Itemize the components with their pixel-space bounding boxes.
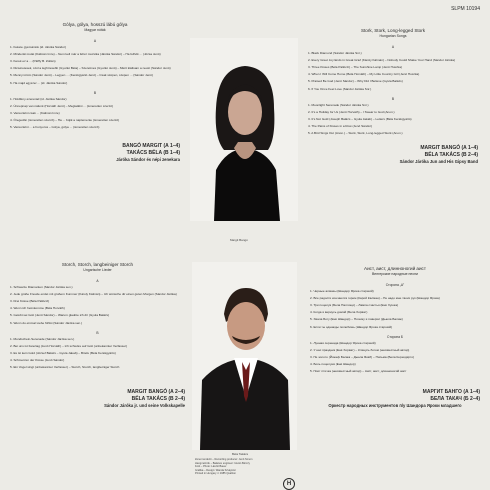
hungarian-side-a-label: A [93,39,97,43]
english-tracks-b [308,103,478,135]
russian-credit-3: Оркестр народных инструментов п/у Шандора Яроки младшего [328,403,462,409]
track-item: 5. Mennyi öröm (Sándor Jenő) – Legyen ... (Kerékgyártó Jenő) – Csak szépen, szépen ... (Sándor Jenő) [10,73,153,78]
track-item: 3. Не золото (Йожеф Балаж – Дьюла Якаб) – Письма (Бела Керекдярто) [310,354,415,359]
track-item: 5. Praised Be God (Jenő Sándor) – Why Did I Believe (Gyula Balázs) [308,79,403,84]
track-item: 3. Vacsorázni csak ... (Kálmán Imre) [10,110,60,115]
track-item: 3. Kerek ez a ... (Pálffy B. Zoltán) [10,59,56,64]
track-item: 4. Когда я вернусь домой (Бела Хорват) [310,310,368,315]
track-item: 1. Schwarze Diamanten (Sándor Járóka sen.) [10,285,73,290]
russian-title: Аист, аист, длинноногий аист [364,266,426,271]
track-item: 3. It's Not Gold (Joseph Balázs – Gyula Jakab) – Letters (Béla Kerékgyártó) [308,116,412,121]
track-item: 1. Лунная серенада (Шандор Ярока старший) [310,340,376,345]
track-item: 4. Öregedőn (ismeretlen szerző) – Ha ... bújik a naplemente (ismeretlen szerző) [10,118,120,123]
russian-side-a-label: Сторона „A" [385,283,405,287]
track-item: 1. Moonlight Serenade (Sándor Járóka Snr.) [308,102,369,107]
track-item: 1. Holdfény-szerenád (id. Járóka Sándor) [10,96,67,101]
track-item: 5. A Bird Sings Out (Anon.) – Stork, Stork, Long-legged Stork (Anon.) [308,131,403,136]
track-item: 6. Wenn du einmal Liebe fühlst (Sándor Járóka sen.) [10,320,83,325]
credit-line: Hangmérnök – Balance engineer: István Bérczy [195,461,250,465]
photo-caption-margit: Margit Bangó [230,238,248,242]
hungarian-tracks-a [10,45,180,85]
track-item: 5. Поёт птичка (неизвестный автор) – Аист, аист, длинноногий аист [310,369,407,374]
german-tracks-a [10,285,185,325]
track-item: 3. Три поцелуя (Бела Паллоци) – Лампа счастья (Енё Хушка) [310,303,399,308]
track-item: 5. Vacsorázni ... a hunyoros – Gólya, gólya ... (ismeretlen szerző) [10,125,100,130]
track-item: 4. Wenn ich heimkomme (Béla Horváth) [10,306,65,311]
track-item: 4. Dicséretesek, szól a leghíresebb (Gyurkó Béla) – Szerelmes (Gyurkó Jenő) – Miért kiáltsam a nevét (Sándor Jenő) [10,66,171,71]
russian-section [310,266,480,409]
track-item: 2. It's a Holiday for Us (Jenő Horváth) – I Swear to God (Anon.) [308,109,395,114]
track-item: 6. Ha majd egyszer ... (id. Járóka Sándor) [10,80,68,85]
track-item: 1. Black Diamond (Sándor Járóka Snr.) [308,51,362,56]
track-item: 4. Боль поцелуев (Енё Шандор) [310,362,356,367]
german-title: Storch, Storch, langbeiniger Storch [61,262,134,267]
track-item: 2. Bei uns ist Feiertag (Jenő Horváth) – Ich schwöre auf Gott (unbekannter Verfasser) [10,343,128,348]
track-item: 2. Ünnepnap van nálunk (Horváth Jenő) – Megtalálni ... (ismeretlen szerző) [10,103,114,108]
german-tracks-b [10,337,185,369]
credit-line: Grafika – Design: Wanda Szváytzer [195,468,236,472]
russian-subtitle: Венгерские народные песни [371,272,419,276]
hungarian-credit-3: Járóka Sándor és népi zenekara [116,157,180,163]
hungarian-side-b-label: B [93,90,97,95]
photo-margit-bango [190,38,298,221]
track-item: 3. Es ist kein Gold (József Balázs – Gyula Jakab) – Briefe (Béla Kerékgyártó) [10,350,116,355]
track-item: 1. Fekete gyémántok (id. Járóka Sándor) [10,45,67,50]
russian-side-b-label: Сторона Б [386,334,404,339]
qualiton-logo-icon: H [283,478,295,490]
hungarian-title: Gólya, gólya, hosszú lábú gólya [62,22,128,27]
english-subtitle: Hungarian Songs [379,34,407,38]
german-section [10,262,185,409]
english-side-a-label: A [391,45,395,49]
track-item: 2. Все радости кончаются горем (Карой Калман) – Не надо мне твоих рук (Шандор Ярока) [310,296,440,301]
german-credit-1: MARGIT BANGÓ (A 2–4) [127,389,185,396]
track-item: 5. Ein Vogel singt (unbekannter Verfasser) – Storch, Storch, langbeiniger Storch [10,365,120,370]
credit-line: Zenei rendező – Recording producer: Jenő Simon [195,458,253,461]
english-credit-1: MARGIT BANGÓ (A 1–4) [420,145,478,152]
russian-tracks-a [310,289,480,329]
russian-credit-1: МАРГИТ БАНГО (А 1–4) [422,389,480,396]
track-item: 2. У нас праздник (Енё Хорват) – Клянусь богом (неизвестный автор) [310,347,410,352]
track-item: 1. Черные алмазы (Шандор Ярока старший) [310,289,374,294]
german-side-a-label: A [96,279,99,283]
track-item: 3. Three Kisses (Béla Pallóczi) – The Sunshine Lamp (Jenő Huszka) [308,65,402,70]
russian-tracks-b [310,341,480,373]
english-credit-2: BÉLA TAKÁCS (B 2–4) [424,152,478,159]
credit-line: Fotó – Photo: László Bauer [195,465,227,469]
english-tracks-a [308,51,478,91]
german-credit-3: Sándor Járóka jr. und seine Volkskapelle [104,403,185,409]
photo-bela-takacs [192,262,297,450]
portrait-man-icon [192,262,297,450]
english-credit-3: Sándor Járóka Jun and His Gipsy Band [399,159,478,165]
german-credit-2: BÉLA TAKÁCS (B 2–4) [131,396,185,403]
track-item: 5. Хвала Богу (Енё Шандор) – Почему я поверил (Дьюла Балаж) [310,317,403,322]
german-subtitle: Ungarische Lieder [83,268,112,272]
production-credits [195,458,305,476]
hungarian-credit-1: BANGÓ MARGIT (A 1–4) [122,143,180,150]
portrait-woman-icon [190,38,298,221]
track-item: 4. When I Will Come Home (Béla Horváth) – My Little Country Girl (Jenő Huszka) [308,72,420,77]
hungarian-credit-2: TAKÁCS BÉLA (B 1–4) [126,150,180,157]
credit-line: Printed in Hungary ℗ 1985 Qualiton [195,472,236,476]
track-item: 2. Every Greet Joy Ends in Great Grief (Károly Kálmán) – Nobody Could Shake Your Hand (Sándor Járóka) [308,58,456,63]
english-title: Stork, Stork, Long-legged Stork [360,28,426,33]
german-side-b-label: B [96,330,99,335]
track-item: 4. Schmerzen der Küsse (Jenő Sándor) [10,358,65,363]
track-item: 2. Mindenki mulat (Kálmán Imre) – Nem kell már a fehér muzsika (Járóka Sándor) – Ha felhők ... (Józsa Jenő) [10,52,161,57]
english-side-b-label: B [391,96,395,101]
track-item: 2. Jede große Freude endet mit großem Kummer (Károly Kálmán) – Ich wünsche dir einen guten Morgen (Sándor Járóka) [10,292,177,297]
catalog-number: SLPM 10194 [451,6,480,12]
track-item: 4. The Pains of Kisses in a Row (Jenő Sándor) [308,124,373,129]
hungarian-subtitle: Magyar nóták [84,28,106,32]
track-item: 6. If You Once Feel Love (Sándor Járóka Snr.) [308,86,372,91]
english-section [308,28,478,165]
hungarian-section [10,22,180,163]
photo-caption-bela: Béla Takács [232,452,249,456]
russian-credit-2: БЕЛА ТАКАЧ (Б 2–4) [430,396,480,403]
track-item: 1. Mondschein-Serenade (Sándor Járóka sen.) [10,336,75,341]
hungarian-tracks-b [10,97,180,129]
track-item: 5. Gelobt sei Gott (Jenő Sándor) – Warum glaubte ich dir (Gyula Balázs) [10,313,110,318]
track-item: 6. Если ты однажды полюбишь (Шандор Ярока старший) [310,324,393,329]
track-item: 3. Drei Küsse (Béla Pallóczi) [10,299,50,304]
